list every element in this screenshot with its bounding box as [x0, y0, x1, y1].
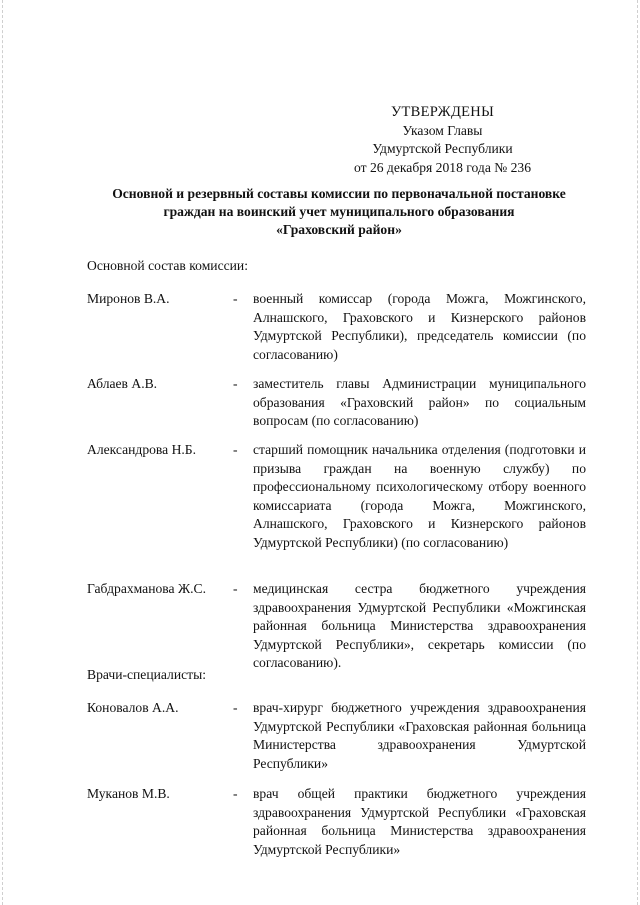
- document-title-line-3: «Граховский район»: [276, 222, 402, 237]
- scan-edge-left: [2, 0, 3, 905]
- member-dash: -: [233, 376, 238, 391]
- doctor-role: врач-хирург бюджетного учреждения здравоохранения Удмуртской Республики «Граховская районная больница Министерства здравоохранения Удмуртской Республики»: [253, 700, 586, 771]
- main-section-label: Основной состав комиссии:: [87, 258, 248, 273]
- document-title-line-2: граждан на воинский учет муниципального образования: [163, 204, 515, 219]
- document-title-line-1: Основной и резервный составы комиссии по первоначальной постановке: [112, 186, 566, 201]
- doctors-section-label: Врачи-специалисты:: [87, 667, 206, 682]
- scan-edge-right: [637, 0, 638, 905]
- document-title: [90, 185, 588, 239]
- approval-title: УТВЕРЖДЕНЫ: [390, 104, 495, 120]
- member-name: Александрова Н.Б.: [87, 442, 197, 457]
- member-role: военный комиссар (города Можга, Можгинского, Алнашского, Граховского и Кизнерского районов Удмуртской Республики), председатель комиссии (по согласованию): [253, 291, 586, 362]
- member-dash: -: [233, 442, 238, 457]
- doctor-name: Муканов М.В.: [87, 786, 170, 801]
- member-name: Аблаев А.В.: [87, 376, 158, 391]
- member-role: заместитель главы Администрации муниципального образования «Граховский район» по социальным вопросам (по согласованию): [253, 376, 586, 428]
- approval-stamp: [340, 103, 545, 177]
- member-name: Миронов В.А.: [87, 291, 170, 306]
- approval-line-1: Указом Главы: [402, 122, 483, 138]
- member-name: Габдрахманова Ж.С.: [87, 581, 207, 596]
- member-dash: -: [233, 581, 238, 596]
- doctor-name: Коновалов А.А.: [87, 700, 179, 715]
- approval-line-3: от 26 декабря 2018 года № 236: [353, 159, 532, 175]
- doctor-dash: -: [233, 786, 238, 801]
- doctor-dash: -: [233, 700, 238, 715]
- member-dash: -: [233, 291, 238, 306]
- member-role: медицинская сестра бюджетного учреждения здравоохранения Удмуртской Республики «Можгинская районная больница Министерства здравоохранения Удмуртской Республики», секретарь комиссии (по согласованию).: [253, 581, 586, 670]
- member-role: старший помощник начальника отделения (подготовки и призыва граждан на военную службу) по профессиональному психологическому отбору военного комиссариата (города Можга, Можгинского, Алнашского, Граховского и Кизнерского районов Удмуртской Республики) (по согласованию): [253, 442, 586, 550]
- approval-line-2: Удмуртской Республики: [372, 141, 513, 156]
- doctor-role: врач общей практики бюджетного учреждения здравоохранения Удмуртской Республики «Граховская районная больница Министерства здравоохранения Удмуртской Республики»: [253, 786, 586, 857]
